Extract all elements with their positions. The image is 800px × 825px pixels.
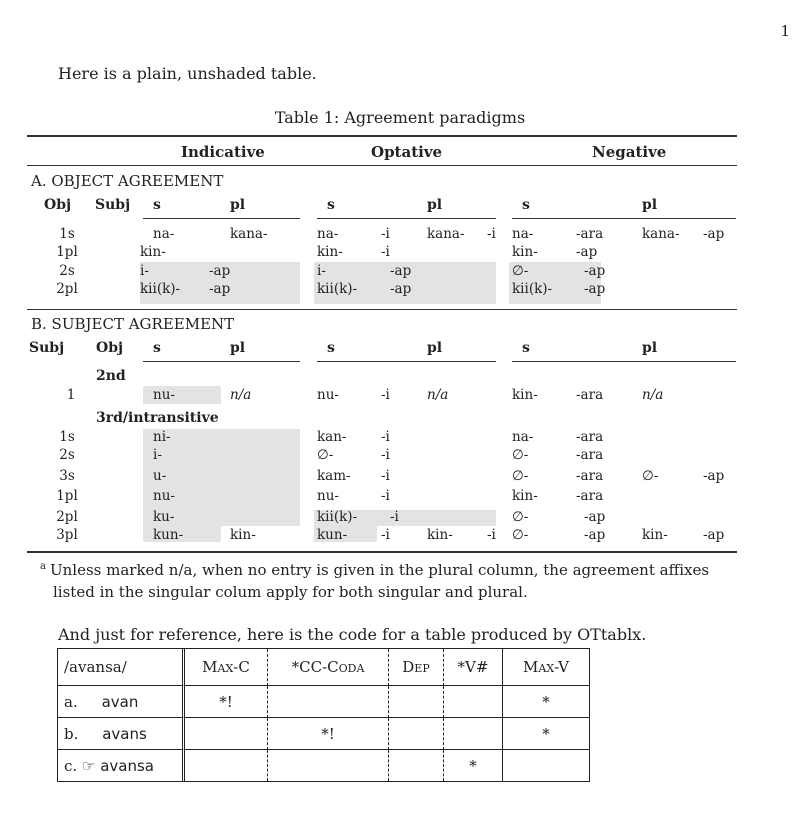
candidate-cell [58,718,185,750]
section-rule [27,309,737,310]
table-cell: -ap [584,527,606,543]
table-cell: ∅- [642,468,659,484]
table-cell: na- [512,226,534,242]
table-cell: -ap [584,263,606,279]
row-label: 3pl [56,527,78,543]
subheader-rule [317,218,496,219]
table-cell: na- [153,226,175,242]
constraint-v-final: *V# [444,649,503,686]
table-cell: -i [381,527,390,543]
table-cell: ∅- [512,447,529,463]
row-label: 1 [66,387,76,403]
candidate-form: avans [102,724,147,743]
violation-cell [389,718,444,750]
header-s: s [522,197,530,213]
row-label: 1s [59,226,75,242]
violation-cell [185,750,268,781]
col-header-optative: Optative [371,143,443,161]
subheader-rule [512,361,736,362]
table-cell: -i [487,226,496,242]
violation-cell: *! [268,718,389,750]
table-cell: -ap [703,527,725,543]
agreement-table [27,135,737,553]
table-cell: -ara [576,447,604,463]
table-cell: nu- [317,488,339,504]
table-cell: -ap [703,226,725,242]
header-pl: pl [642,197,658,213]
bottom-rule [27,551,737,553]
violation-cell [389,686,444,718]
header-pl: pl [427,340,443,356]
table-cell: na- [512,429,534,445]
table-cell: kin- [230,527,256,543]
header-subj: Subj [95,197,131,213]
table-cell: ni- [153,429,171,445]
header-obj: Obj [96,340,124,356]
header-pl: pl [230,197,246,213]
table-cell: kin- [512,387,538,403]
table-cell: ∅- [512,509,529,525]
subheader-rule [143,361,300,362]
table-cell: kin- [512,244,538,260]
footnote-line-1: Unless marked n/a, when no entry is given in the plural column, the agreement affixes [49,561,710,579]
constraint-max-c: Max-C [185,649,268,686]
tableau-row [58,686,589,718]
violation-cell [185,718,268,750]
violation-cell [444,718,503,750]
reference-paragraph: And just for reference, here is the code for a table produced by OTtablx. [58,625,647,644]
row-label: 1pl [56,244,78,260]
page-number: 1 [780,22,790,40]
group-3rd-intransitive: 3rd/intransitive [96,410,219,426]
ot-tableau [57,648,590,782]
section-b-title: B. SUBJECT AGREEMENT [31,315,235,333]
table-cell: ∅- [317,447,334,463]
table-cell: na- [317,226,339,242]
table-cell: ku- [153,509,175,525]
section-a-title: A. OBJECT AGREEMENT [31,172,224,190]
intro-paragraph: Here is a plain, unshaded table. [58,64,317,83]
header-pl: pl [427,197,443,213]
candidate-cell [58,750,185,781]
footnote-line-2: listed in the singular colum apply for both singular and plural. [53,583,528,601]
header-s: s [153,197,161,213]
table-cell: kana- [230,226,268,242]
tableau-input: /avansa/ [58,649,185,686]
tableau-row [58,718,589,750]
table-cell: kii(k)- [317,509,358,525]
table-cell: -ara [576,429,604,445]
col-header-negative: Negative [592,143,667,161]
table-cell: kan- [317,429,347,445]
header-pl: pl [642,340,658,356]
table-cell: i- [153,447,162,463]
table-cell: -i [381,447,390,463]
subheader-rule [512,218,736,219]
candidate-label: b. [64,724,79,743]
table-cell: nu- [153,387,175,403]
header-s: s [153,340,161,356]
group-2nd: 2nd [96,368,126,384]
table-cell: kin- [512,488,538,504]
header-pl: pl [230,340,246,356]
header-subj: Subj [29,340,65,356]
candidate-label: a. [64,692,78,711]
table-cell: -ap [209,263,231,279]
candidate-form: avansa [100,756,154,775]
header-s: s [522,340,530,356]
table-cell: -i [381,488,390,504]
table-cell: kin- [427,527,453,543]
table-cell: i- [140,263,149,279]
table-cell: ∅- [512,527,529,543]
table-cell: kana- [642,226,680,242]
table-cell: nu- [317,387,339,403]
table-cell: -ara [576,468,604,484]
table-cell: n/a [642,387,664,403]
candidate-cell [58,686,185,718]
footnote-marker: a [40,561,46,572]
constraint-cc-coda: *CC-Coda [268,649,389,686]
row-label: 1s [59,429,75,445]
constraint-max-v: Max-V [503,649,589,686]
col-header-indicative: Indicative [181,143,265,161]
violation-cell: * [444,750,503,781]
violation-cell [268,686,389,718]
table-cell: -ap [390,263,412,279]
row-label: 3s [59,468,75,484]
violation-cell: * [503,686,589,718]
table-cell: kii(k)- [317,281,358,297]
tableau-row [58,750,589,781]
table-cell: nu- [153,488,175,504]
table-footnote [40,556,740,603]
table-cell: kii(k)- [140,281,181,297]
subheader-rule [143,218,300,219]
tableau-header-row [58,649,589,686]
table-cell: kun- [153,527,184,543]
violation-cell [268,750,389,781]
top-rule [27,135,737,137]
table-cell: kana- [427,226,465,242]
table-cell: -i [381,244,390,260]
candidate-form: avan [101,692,139,711]
table-cell: n/a [230,387,252,403]
table-cell: -i [381,387,390,403]
violation-cell: *! [185,686,268,718]
table-cell: -i [390,509,399,525]
table-cell: -ap [576,244,598,260]
candidate-label: c. [64,756,78,775]
table-cell: -i [381,468,390,484]
row-label: 1pl [56,488,78,504]
table-cell: -ap [390,281,412,297]
table-cell: i- [317,263,326,279]
table-cell: kin- [642,527,668,543]
row-label: 2s [59,263,75,279]
header-s: s [327,197,335,213]
table-cell: -i [381,429,390,445]
table-cell: -ara [576,488,604,504]
row-label: 2pl [56,281,78,297]
table-cell: -i [487,527,496,543]
table-cell: -ara [576,226,604,242]
row-label: 2s [59,447,75,463]
header-s: s [327,340,335,356]
table-cell: ∅- [512,263,529,279]
table-cell: -ap [209,281,231,297]
table-cell: -ara [576,387,604,403]
table-cell: -ap [703,468,725,484]
table-cell: kun- [317,527,348,543]
violation-cell [389,750,444,781]
violation-cell [444,686,503,718]
table-cell: -ap [584,509,606,525]
table-cell: kin- [317,244,343,260]
pointing-hand-icon: ☞ [81,756,96,775]
table-cell: u- [153,468,167,484]
header-rule [27,165,737,166]
table-cell: -i [381,226,390,242]
table-cell: kam- [317,468,351,484]
constraint-dep: Dep [389,649,444,686]
table-cell: kii(k)- [512,281,553,297]
table-caption: Table 1: Agreement paradigms [274,108,526,127]
row-label: 2pl [56,509,78,525]
violation-cell: * [503,718,589,750]
table-cell: ∅- [512,468,529,484]
table-cell: kin- [140,244,166,260]
subheader-rule [317,361,496,362]
header-obj: Obj [44,197,72,213]
table-cell: n/a [427,387,449,403]
table-cell: -ap [584,281,606,297]
violation-cell [503,750,589,781]
